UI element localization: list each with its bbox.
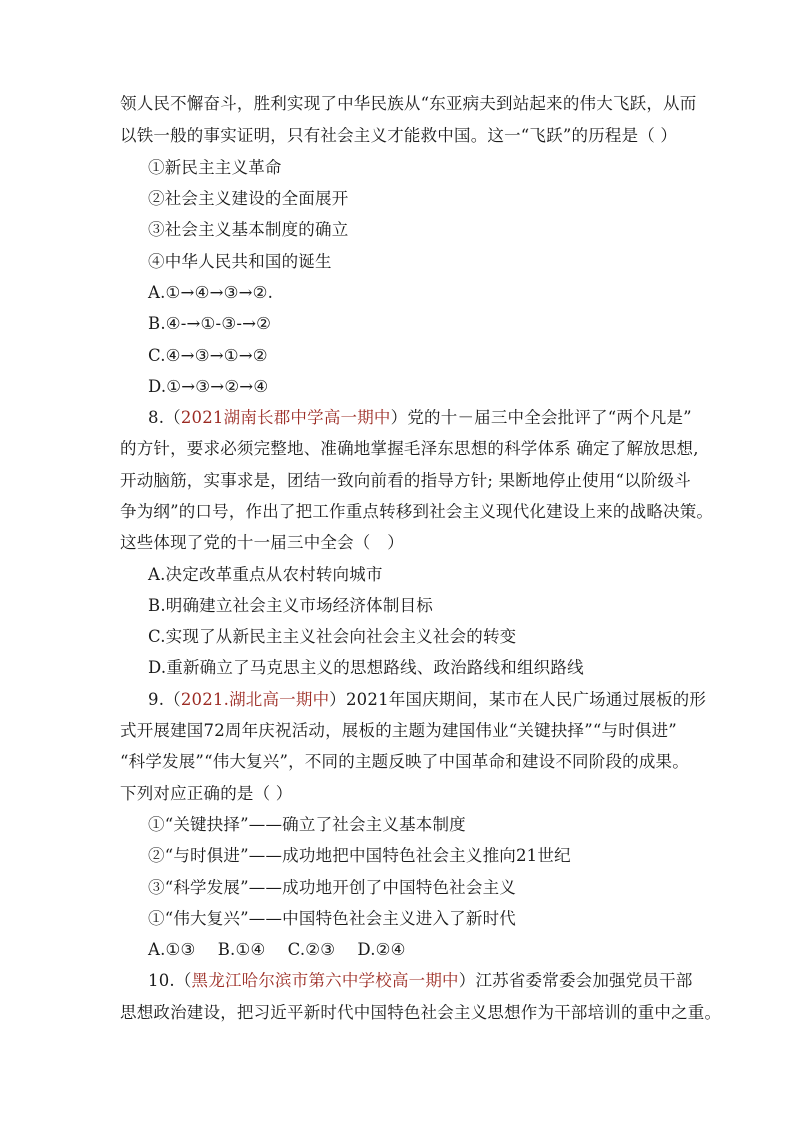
q8-stem-line-2: 的方针，要求必须完整地、准确地掌握毛泽东思想的科学体系 确定了解放思想, bbox=[120, 439, 699, 458]
q7-stem-line-2: 以铁一般的事实证明，只有社会主义才能救中国。这一“飞跃”的历程是（ ） bbox=[120, 126, 678, 145]
q8-stem-line-4: 争为纲”的口号，作出了把工作重点转移到社会主义现代化建设上来的战略决策。 bbox=[120, 502, 714, 521]
q7-option-d: D.①→③→②→④ bbox=[148, 377, 269, 396]
q10-number: 10.（ bbox=[148, 971, 192, 990]
q9-item-3: ③“科学发展”——成功地开创了中国特色社会主义 bbox=[148, 878, 516, 897]
q8-option-c: C.实现了从新民主主义社会向社会主义社会的转变 bbox=[148, 627, 517, 646]
q7-stem-line-1: 领人民不懈奋斗，胜利实现了中华民族从“东亚病夫到站起来的伟大飞跃，从而 bbox=[120, 94, 697, 113]
q7-option-c: C.④→③→①→② bbox=[148, 346, 268, 365]
q7-item-4: ④中华人民共和国的诞生 bbox=[148, 252, 332, 271]
q7-option-a: A.①→④→③→②. bbox=[148, 283, 274, 302]
q7-item-1: ①新民主主义革命 bbox=[148, 158, 282, 177]
q7-option-b: B.④-→①-③-→② bbox=[148, 314, 272, 333]
q9-item-4: ①“伟大复兴”——中国特色社会主义进入了新时代 bbox=[148, 909, 516, 928]
q9-stem-line-1 bbox=[148, 688, 706, 712]
q10-stem-line-1 bbox=[148, 969, 693, 993]
q8-option-d: D.重新确立了马克思主义的思想路线、政治路线和组织路线 bbox=[148, 658, 584, 677]
q10-source: 黑龙江哈尔滨市第六中学校高一期中 bbox=[191, 971, 459, 990]
q9-item-2: ②“与时俱进”——成功地把中国特色社会主义推向21世纪 bbox=[148, 846, 571, 865]
q9-number: 9.（ bbox=[148, 690, 181, 709]
q8-stem-line-1 bbox=[148, 406, 692, 430]
q8-stem-line-5: 这些体现了党的十一届三中全会（ ） bbox=[120, 533, 404, 552]
q8-source: 2021湖南长郡中学高一期中 bbox=[180, 408, 391, 427]
q9-stem-line-2: 式开展建国72周年庆祝活动，展板的主题为建国伟业“关键抉择”“与时俱进” bbox=[120, 721, 677, 740]
q7-item-2: ②社会主义建设的全面展开 bbox=[148, 189, 349, 208]
q9-options: A.①③ B.①④ C.②③ D.②④ bbox=[148, 940, 406, 959]
q9-source: 2021.湖北高一期中 bbox=[180, 690, 330, 709]
q8-stem-start: ）党的十－届三中全会批评了“两个凡是” bbox=[390, 408, 692, 427]
q7-item-3: ③社会主义基本制度的确立 bbox=[148, 220, 349, 239]
q10-stem-start: ）江苏省委常委会加强党员干部 bbox=[458, 971, 693, 990]
q10-stem-line-2: 思想政治建设，把习近平新时代中国特色社会主义思想作为干部培训的重中之重。 bbox=[120, 1003, 722, 1022]
q8-number: 8.（ bbox=[148, 408, 181, 427]
q9-item-1: ①“关键抉择”——确立了社会主义基本制度 bbox=[148, 815, 466, 834]
q9-stem-line-4: 下列对应正确的是（ ） bbox=[120, 784, 293, 803]
q9-stem-start: ）2021年国庆期间，某市在人民广场通过展板的形 bbox=[329, 690, 707, 709]
q9-stem-line-3: “科学发展”“伟大复兴”，不同的主题反映了中国革命和建设不同阶段的成果。 bbox=[120, 752, 689, 771]
q8-option-b: B.明确建立社会主义市场经济体制目标 bbox=[148, 596, 433, 615]
q8-option-a: A.决定改革重点从农村转向城市 bbox=[148, 565, 383, 584]
q8-stem-line-3: 开动脑筋，实事求是，团结一致向前看的指导方针; 果断地停止使用“以阶级斗 bbox=[120, 471, 691, 490]
